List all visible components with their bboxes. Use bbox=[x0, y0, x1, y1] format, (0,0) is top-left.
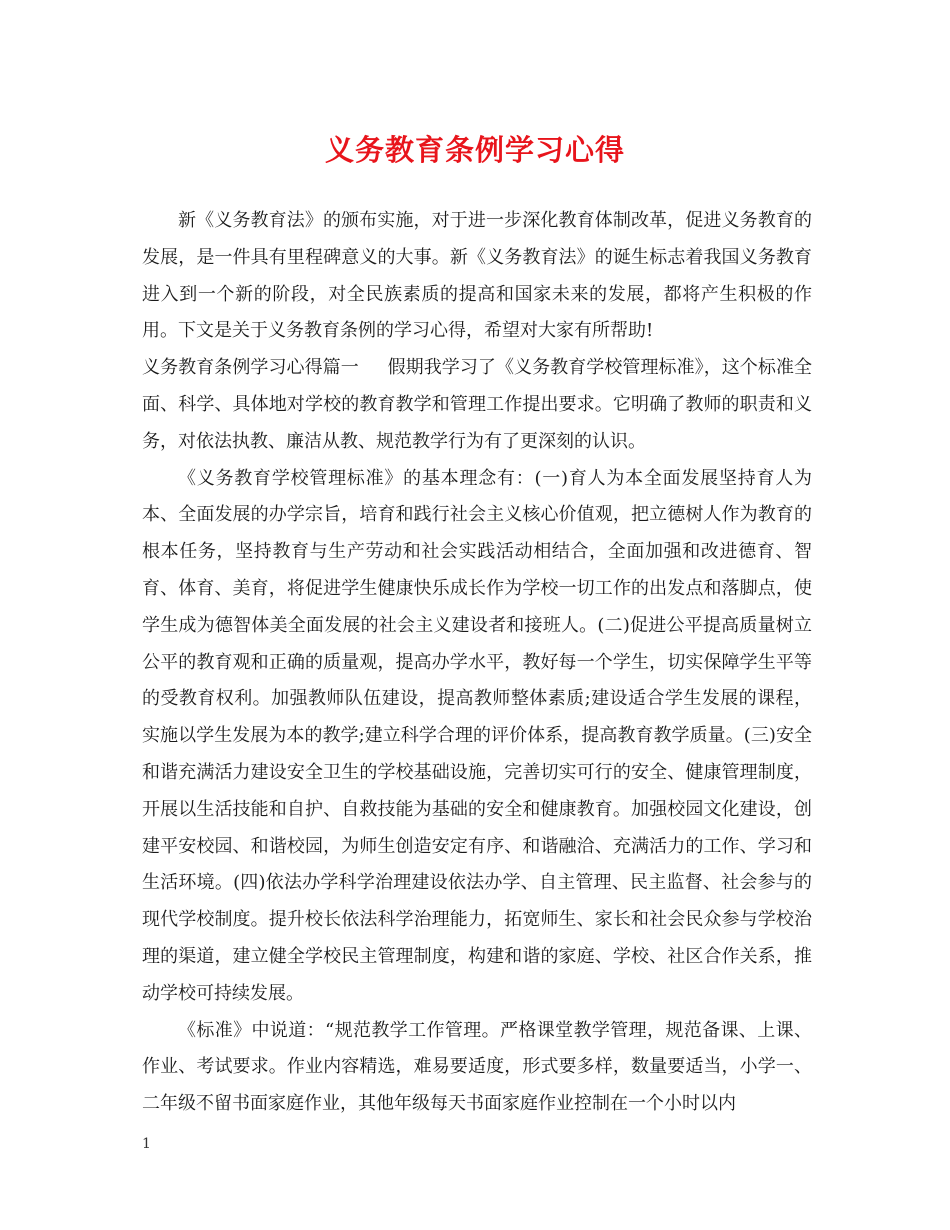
section-text: 假期我学习了《义务教育学校管理标准》，这个标准全面、科学、具体地对学校的教育教学和管理工作提出要求。它明确了教师的职责和义务，对依法执教、廉洁从教、规范教学行为有了更深刻的认识。 bbox=[142, 357, 813, 452]
section-heading: 义务教育条例学习心得篇一 bbox=[142, 357, 359, 379]
paragraph-principles: 《义务教育学校管理标准》的基本理念有：(一)育人为本全面发展坚持育人为本、全面发展的办学宗旨，培育和践行社会主义核心价值观，把立德树人作为教育的根本任务，坚持教育与生产劳动和社会实践活动相结合，全面加强和改进德育、智育、体育、美育，将促进学生健康快乐成长作为学校一切工作的出发点和落脚点，使学生成为德智体美全面发展的社会主义建设者和接班人。(二)促进公平提高质量树立公平的教育观和正确的质量观，提高办学水平，教好每一个学生，切实保障学生平等的受教育权利。加强教师队伍建设，提高教师整体素质;建设适合学生发展的课程，实施以学生发展为本的教学;建立科学合理的评价体系，提高教育教学质量。(三)安全和谐充满活力建设安全卫生的学校基础设施，完善切实可行的安全、健康管理制度，开展以生活技能和自护、自救技能为基础的安全和健康教育。加强校园文化建设，创建平安校园、和谐校园，为师生创造安定有序、和谐融洽、充满活力的工作、学习和生活环境。(四)依法办学科学治理建设依法办学、自主管理、民主监督、社会参与的现代学校制度。提升校长依法科学治理能力，拓宽师生、家长和社会民众参与学校治理的渠道，建立健全学校民主管理制度，构建和谐的家庭、学校、社区合作关系，推动学校可持续发展。 bbox=[142, 467, 812, 1004]
paragraph-intro: 新《义务教育法》的颁布实施，对于进一步深化教育体制改革，促进义务教育的发展，是一件具有里程碑意义的大事。新《义务教育法》的诞生标志着我国义务教育进入到一个新的阶段，对全民族素质的提高和国家未来的发展，都将产生积极的作用。下文是关于义务教育条例的学习心得，希望对大家有所帮助! bbox=[142, 210, 812, 342]
document-body bbox=[142, 203, 812, 1123]
page-number: 1 bbox=[142, 1136, 151, 1152]
document-title: 义务教育条例学习心得 bbox=[324, 133, 625, 167]
paragraph-section-one bbox=[142, 350, 812, 460]
paragraph-standard-quote: 《标准》中说道：“规范教学工作管理。严格课堂教学管理，规范备课、上课、作业、考试要求。作业内容精选，难易要适度，形式要多样，数量要适当，小学一、二年级不留书面家庭作业，其他年级每天书面家庭作业控制在一个小时以内 bbox=[142, 1019, 812, 1115]
